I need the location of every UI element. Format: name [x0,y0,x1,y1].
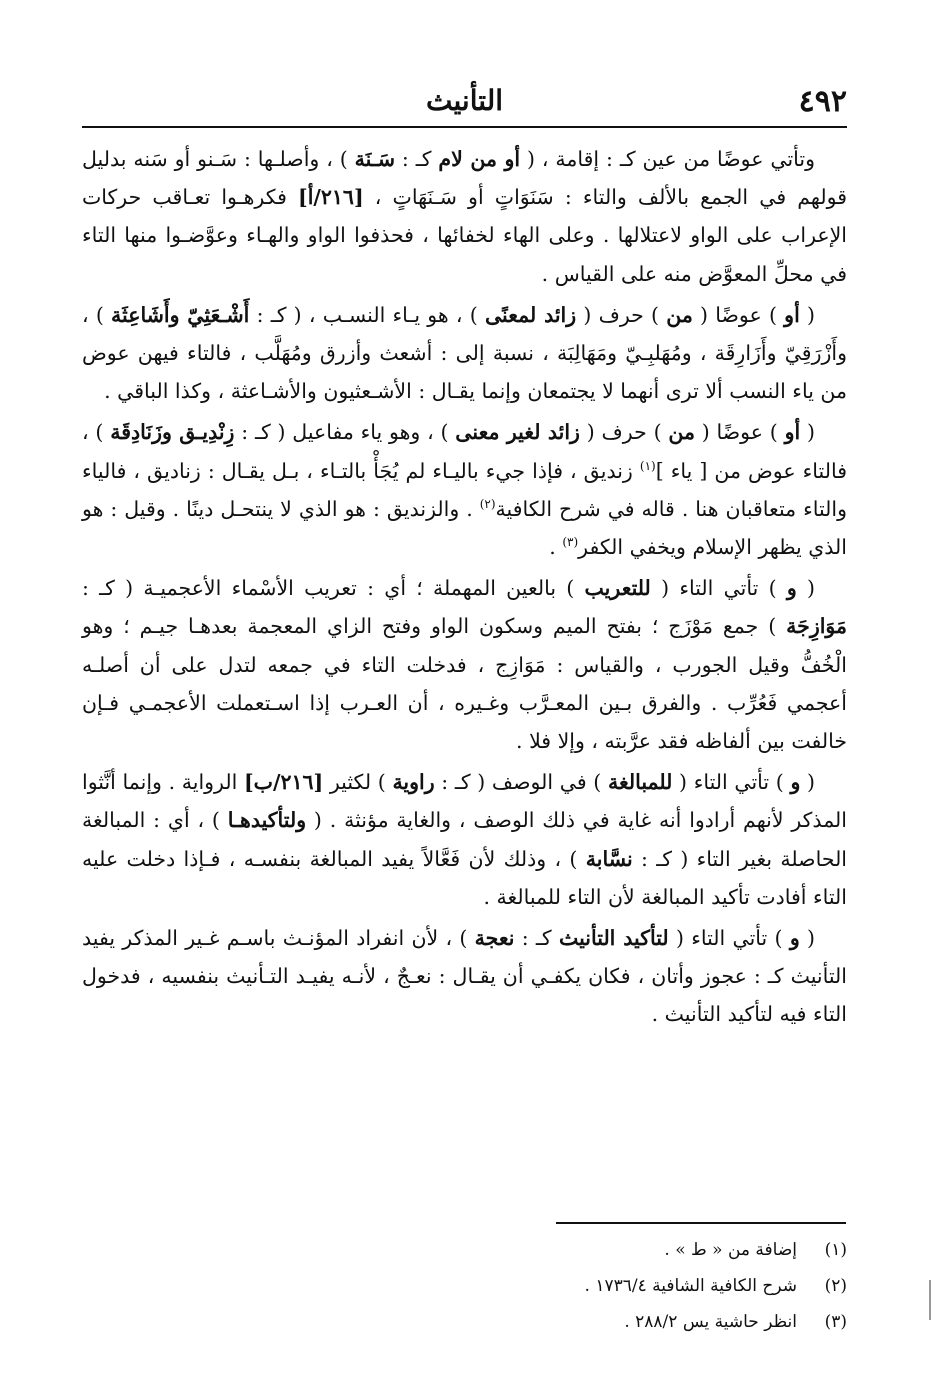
page-header [82,84,847,124]
paragraph-5 [82,763,847,916]
paragraph-2 [82,296,847,411]
bold-term: نسَّابة [585,846,633,871]
main-text [82,140,847,1037]
text-run: ) لكثير [323,770,393,795]
bold-term: للتعريب [584,576,651,601]
text-run: كـ : [395,147,439,171]
text-run: ( [800,420,815,445]
footnote-number: (٣) [824,1312,847,1332]
bold-term: زائد لغير معنى [455,420,580,445]
text-run: زنديق ، فإذا جيء باليـاء لم يُجَأْ بالتـاء ، بـل يقـال : زناديق ، فالياء والتاء متعاقبان هنا . قاله في شرح الكافية [82,458,847,521]
text-run: ) ، وذلك لأن فَعَّالاً يفيد المبالغة بنفسـه ، فـإذا دخلت عليه التاء أفادت تأكيد المبالغة لأن التاء للمبالغة . [82,846,847,909]
scan-edge-mark [929,1280,931,1320]
footnote-marker[interactable]: (١) [639,458,656,473]
footnotes [300,1232,847,1340]
bold-term: و [790,770,801,795]
folio-marker: [٢١٦/ب] [243,770,324,795]
text-run: ) ، وهو ياء مفاعيل ( كـ : [234,420,456,445]
text-run: ) ، هو يـاء النسـب ، ( كـ : [249,302,485,327]
page-number: ٤٩٢ [798,84,847,119]
paragraph-6 [82,919,847,1034]
text-run: الرواية . وإنما أنَّثوا المذكر لأنهم أرادوا أنه غاية في ذلك الوصف ، والغاية مؤنثة . ( [82,770,847,833]
text-run: ) ، فالتاء عوض من [ ياء ] [82,420,847,483]
text-run: ) ، أي : المبالغة الحاصلة بغير التاء ( كـ : [82,808,848,871]
bold-term: زائد لمعنًى [484,302,577,327]
bold-term: أو [784,302,800,327]
footnote-separator [556,1222,846,1224]
footnote-1 [300,1232,847,1268]
bold-term: و [786,576,797,601]
paragraph-1 [82,140,847,293]
footnote-2 [300,1268,847,1304]
footnote-3 [300,1304,847,1340]
bold-term: و [789,926,800,951]
text-run: ) بالعين المهملة ؛ أي : تعريب الأسْماء الأعجميـة ( كـ : [82,576,585,601]
running-title: التأنيث [425,84,504,117]
text-run: . [549,535,563,560]
text-run: ( [799,926,815,951]
bold-term: أو من لام [438,147,521,171]
footnote-text: انظر حاشية يس ٢٨٨/٢ . [624,1312,797,1332]
bold-term: راوية [392,770,435,795]
text-run: ) جمع مَوْزَج ؛ بفتح الميم وسكون الواو وفتح الزاي المعجمة بعدهـا جيـم ؛ وهو الْخُفُّ وقيل الجورب ، والقياس : مَوَازِج ، فدخلت التاء في جمعه لتدل على أن أصلـه أعجمي فَعُرِّب . والفرق بـين المعـرَّب وغـيره ، أن العـرب إذا اسـتعملت الأعجمـي فـإن خالفت بين ألفاظه فقد عرَّبته ، وإلا فلا . [82,614,847,754]
text-run: ) حرف ( [579,420,669,445]
paragraph-4 [82,569,847,760]
text-run: فكرهـوا تعـاقب حركات الإعراب على الواو لاعتلالها . وعلى الهاء لخفائها ، فحذفوا الواو والهـاء وعوَّضـوا منها التاء في محلِّ المعوَّض منه على القياس . [82,185,847,286]
footnote-number: (١) [824,1240,847,1260]
bold-term: للمبالغة [607,770,673,795]
bold-term: لتأكيد التأنيث [558,926,669,951]
footnote-number: (٢) [824,1276,847,1296]
footnote-text: إضافة من « ط » . [664,1240,797,1260]
folio-marker: [٢١٦/أ] [298,185,364,210]
bold-term: مَوَازِجَة [786,614,847,639]
footnote-marker[interactable]: (٣) [562,535,579,550]
text-run: ) عوضًا ( [694,420,785,445]
footnote-marker[interactable]: (٢) [479,497,496,511]
text-run: ) تأتي التاء ( [672,770,791,795]
text-run: ( [800,770,815,795]
text-run: ) تأتي التاء ( [668,926,790,951]
text-run: ) عوضًا ( [692,302,785,327]
text-run: ) تأتي التاء ( [650,576,787,601]
text-run: . والزنديق : هو الذي لا ينتحـل دينًا . وقيل : هو الذي يظهر الإسلام ويخفي الكفر [82,496,847,560]
header-rule [82,126,847,128]
bold-term: نعجة [474,926,515,951]
bold-term: أَشْـعَثِيّ وأَشَاعِثَة [111,302,250,327]
bold-term: من [668,420,695,445]
bold-term: زِنْدِيـق وزَنَادِقَة [110,420,235,445]
text-run: وتأتي عوضًا من عين كـ : إقامة ، ( [520,147,815,171]
text-run: ) في الوصف ( كـ : [434,770,608,795]
text-run: ) ، وأصلـها : سَـنو أو سَنه بدليل قولهم في الجمع بالألف والتاء : سَنَوَاتٍ أو سَـنَهَاتٍ ، [82,147,848,210]
text-run: ) حرف ( [576,302,667,327]
bold-term: أو [784,420,801,445]
bold-term: سَـنَة [354,147,395,171]
text-run: ) ، لأن انفراد المؤنـث باسـم غـير المذكر يفيد التأنيث كـ : عجوز وأتان ، فكان يكفـي أن يقـال : نعـجٌ ، لأنـه يفيـد التـأنيث بنفسيه ، فدخول التاء فيه لتأكيد التأنيث . [82,926,847,1027]
text-run: ( [796,576,815,601]
footnote-text: شرح الكافية الشافية ١٧٣٦/٤ . [584,1276,797,1296]
text-run: ) ، وأَزْرَقِيّ وأَزَارِقَة ، ومُهَلبِـيّ ومَهَالِبَة ، نسبة إلى : أشعث وأزرق ومُهَلَّب ، فالتاء فيهن عوض من ياء النسب ألا ترى أنهما لا يجتمعان وإنما يقـال : الأشـعثيون والأشـاعثة ، وكذا الباقي . [82,302,847,404]
bold-term: ولتأكيدهـا [227,808,307,833]
paragraph-3 [82,413,847,566]
bold-term: من [666,302,693,327]
text-run: ( [799,302,815,327]
text-run: كـ : [514,926,559,951]
